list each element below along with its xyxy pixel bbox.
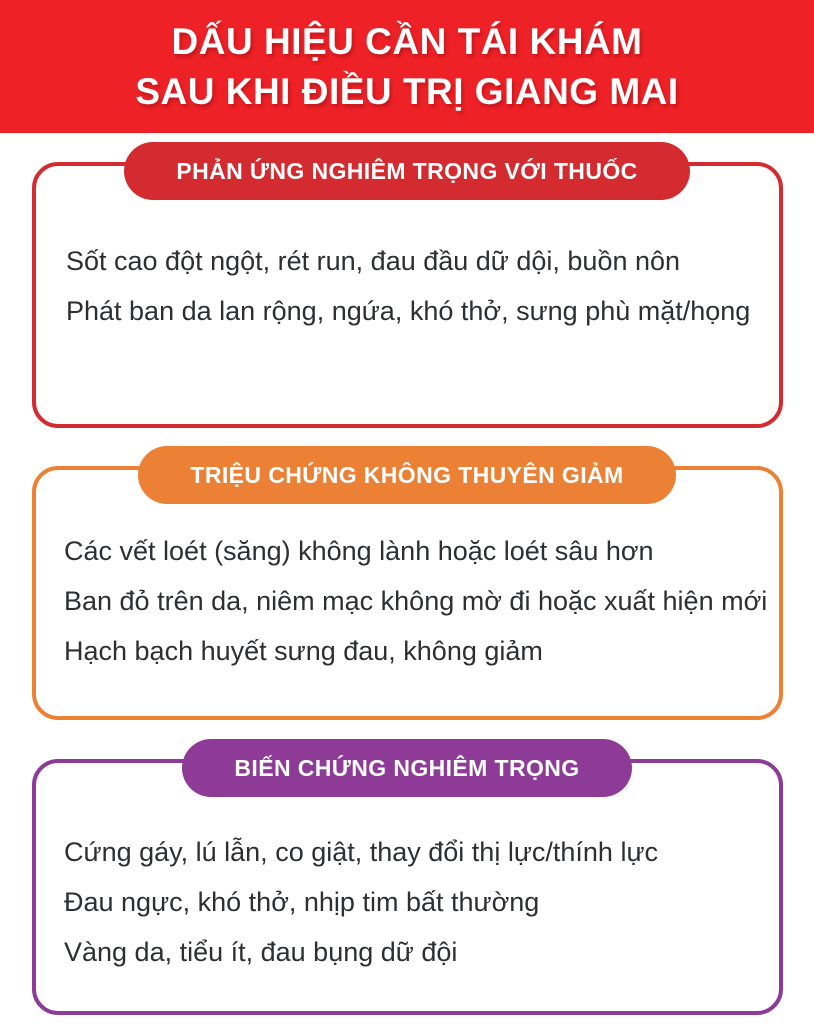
page-title-line-2: SAU KHI ĐIỀU TRỊ GIANG MAI [135,70,679,112]
section-header-row [0,739,814,797]
section-card-complications [32,759,783,1015]
section-header-row [0,142,814,200]
symptom-item: Đau ngực, khó thở, nhịp tim bất thường [64,887,540,917]
section-no-improvement [0,446,814,720]
page-title-line-1: DẤU HIỆU CẦN TÁI KHÁM [171,20,643,62]
symptom-item: Hạch bạch huyết sưng đau, không giảm [64,636,543,666]
symptom-item: Các vết loét (săng) không lành hoặc loét sâu hơn [64,536,654,566]
section-complications [0,739,814,1015]
symptom-item: Sốt cao đột ngột, rét run, đau đầu dữ dội, buồn nôn [66,246,681,276]
section-header-row [0,446,814,504]
section-header-pill-drug-reaction: PHẢN ỨNG NGHIÊM TRỌNG VỚI THUỐC [124,142,689,200]
section-card-no-improvement [32,466,783,720]
symptom-item: Phát ban da lan rộng, ngứa, khó thở, sưng phù mặt/họng [66,296,751,326]
section-drug-reaction [0,142,814,428]
section-card-drug-reaction [32,162,783,428]
section-header-pill-no-improvement: TRIỆU CHỨNG KHÔNG THUYÊN GIẢM [138,446,675,504]
header-banner [0,0,814,133]
section-header-pill-complications: BIẾN CHỨNG NGHIÊM TRỌNG [182,739,631,797]
symptom-item: Ban đỏ trên da, niêm mạc không mờ đi hoặc xuất hiện mới [64,586,768,616]
symptom-item: Vàng da, tiểu ít, đau bụng dữ đội [64,937,458,967]
symptom-item: Cứng gáy, lú lẫn, co giật, thay đổi thị lực/thính lực [64,837,659,867]
